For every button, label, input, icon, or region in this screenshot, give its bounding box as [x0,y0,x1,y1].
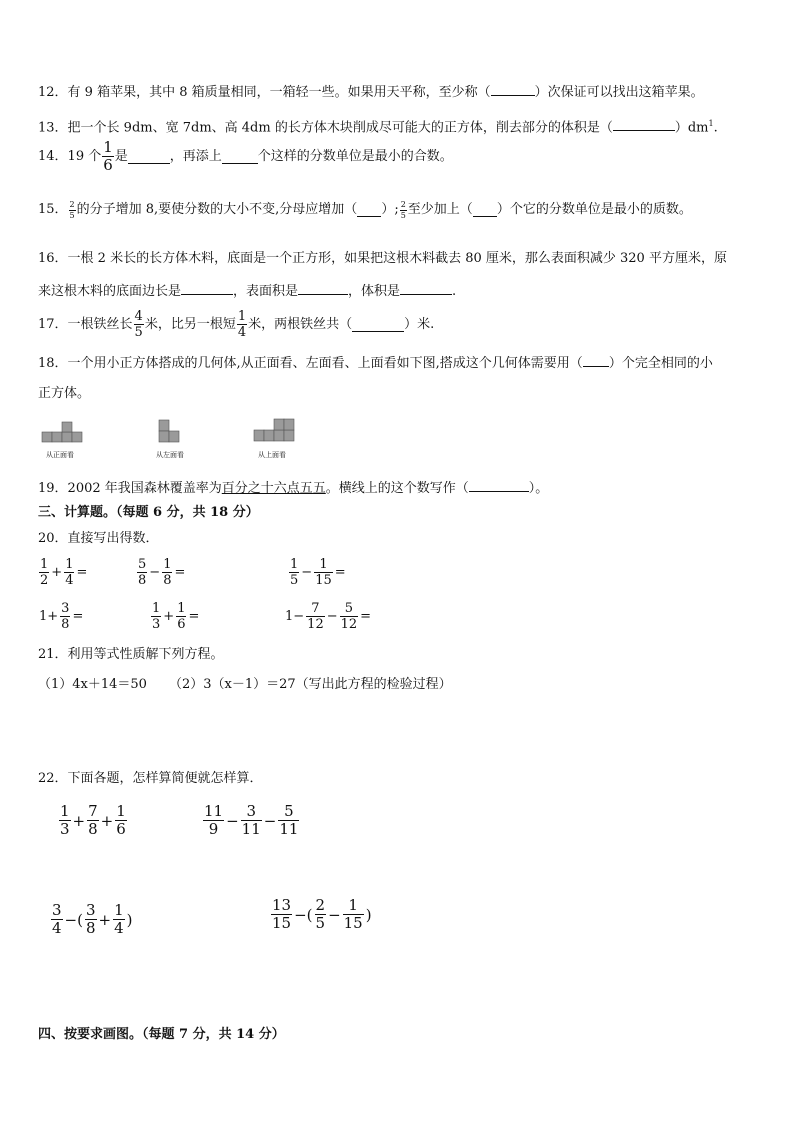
q16-text-c: ，体积是 [348,284,401,299]
q21-part-2: （2）3（x－1）＝27（写出此方程的检验过程） [168,677,452,692]
q20-expression-6 [284,602,372,631]
question-15 [38,200,692,220]
q16-text-a: 来这根木料的底面边长是 [38,284,182,299]
question-16-line-1: 16．一根 2 米长的长方体木料，底面是一个正方形，如果把这根木料截去 80 厘米，那么表面积减少 320 平方厘米，原 [38,251,727,266]
operator: −( [64,910,83,929]
q19-text-b: 。横线上的这个数写作（ [325,481,469,496]
answer-blank [357,203,381,217]
numerator: 3 [85,901,96,919]
denominator: 3 [60,820,70,838]
denominator: 5 [69,210,75,220]
q19-underlined-text: 百分之十六点五五 [221,481,326,496]
question-19 [38,478,548,499]
equals-sign: = [188,609,200,624]
question-20-title: 20．直接写出得数． [38,531,159,546]
question-17 [38,310,434,339]
q13-text-b: ）dm [674,120,709,136]
denominator: 4 [114,919,124,937]
numerator: 1 [177,601,186,616]
numerator: 1 [290,557,299,572]
q15-text-d: 至少加上（ [407,202,473,217]
numerator: 1 [163,557,172,572]
q22-expression-1 [58,804,128,837]
q21-part-1: （1）4x＋14＝50 [38,677,147,692]
denominator: 5 [290,573,299,588]
top-view [252,414,298,459]
answer-blank [181,281,233,295]
q22-expression-4 [270,898,373,931]
question-14 [38,140,453,173]
numerator: 2 [400,199,406,209]
numerator: 1 [114,901,124,919]
q12-text-a: 12．有 9 箱苹果，其中 8 箱质量相同，一箱轻一些。如果用天平称，至少称（ [38,85,491,100]
denominator: 15 [315,573,332,588]
denominator: 15 [272,914,292,932]
left-view [156,414,186,459]
q20-expression-1 [38,558,88,587]
operator: + [72,811,86,830]
leading-term: 1− [285,609,305,624]
denominator: 12 [307,617,324,632]
operator: − [301,565,313,580]
q13-superscript: 1 [708,119,714,128]
numerator: 11 [204,802,224,820]
equals-sign: = [360,609,372,624]
q20-expression-5 [150,602,200,631]
answer-blank [352,318,404,332]
q15-text-e: ）个它的分数单位是最小的质数。 [496,202,692,217]
answer-blank [298,281,348,295]
denominator: 6 [177,617,186,632]
left-view-caption: 从左面看 [156,451,184,459]
q17-fraction-2 [237,310,247,339]
operator: + [51,565,63,580]
numerator: 1 [152,601,161,616]
answer-blank [583,353,609,367]
leading-term: 1+ [39,609,59,624]
answer-blank [222,150,258,164]
numerator: 1 [60,802,70,820]
denominator: 4 [65,573,74,588]
denominator: 11 [241,820,261,838]
left-view-drawing [156,414,186,448]
numerator: 3 [52,901,62,919]
q17-text-c: 米，两根铁丝共（ [248,316,353,332]
numerator: 5 [284,802,294,820]
numerator: 4 [134,309,143,324]
q16-text-b: ，表面积是 [233,284,299,299]
numerator: 1 [319,557,328,572]
q14-text-c: ，再添上 [169,148,222,164]
question-12 [38,82,704,103]
operator: −( [294,905,313,924]
q17-fraction-1 [134,310,144,339]
equals-sign: = [72,609,84,624]
denominator: 8 [85,919,96,937]
q22-expression-2 [202,804,300,837]
q13-text-a: 13．把一个长 9dm、宽 7dm、高 4dm 的长方体木块削成尽可能大的正方体，削去部分的体积是（ [38,120,613,136]
q19-text-c: ）。 [528,481,549,496]
operator: − [326,609,338,624]
denominator: 3 [152,617,161,632]
question-18-line-2: 正方体。 [38,386,91,401]
denominator: 6 [103,156,113,174]
denominator: 5 [134,325,143,340]
numerator: 3 [61,601,70,616]
answer-blank [469,478,529,492]
denominator: 9 [203,820,224,837]
numerator: 13 [272,896,292,914]
numerator: 1 [65,557,74,572]
front-view-caption: 从正面看 [46,451,74,459]
operator: − [263,811,277,830]
q20-expression-3 [288,558,347,587]
q14-fraction [102,140,114,173]
denominator: 8 [138,573,147,588]
q18-text-a: 18．一个用小正方体搭成的几何体,从正面看、左面看、上面看如下图,搭成这个几何体需要用（ [38,356,583,371]
denominator: 5 [315,914,326,932]
denominator: 15 [343,914,363,932]
q15-text-b: 的分子增加 8,要使分数的大小不变,分母应增加（ [76,202,358,217]
denominator: 4 [52,919,62,937]
three-views-figure [40,414,340,466]
q16-text-d: . [452,284,457,299]
answer-blank [400,281,452,295]
q18-text-b: ）个完全相同的小 [608,356,713,371]
denominator: 8 [61,617,70,632]
numerator: 3 [246,802,256,820]
q14-text-a: 14．19 个 [38,148,102,164]
numerator: 7 [311,601,320,616]
equals-sign: = [334,565,346,580]
numerator: 2 [315,896,326,914]
top-view-caption: 从上面看 [258,451,286,459]
answer-blank [473,203,497,217]
q13-text-c: . [713,120,718,136]
denominator: 8 [163,573,172,588]
closing-paren: ) [365,905,372,924]
numerator: 5 [138,557,147,572]
numerator: 2 [69,199,75,209]
q20-expression-2 [136,558,186,587]
answer-blank [491,82,535,96]
denominator: 4 [237,325,247,340]
answer-blank [128,150,170,164]
section-4-heading: 四、按要求画图。（每题 7 分，共 14 分） [38,1027,285,1042]
q14-text-d: 个这样的分数单位是最小的合数。 [257,148,453,164]
front-view-drawing [40,414,86,448]
question-13 [38,114,718,138]
operator: − [226,811,239,830]
numerator: 1 [103,138,113,156]
numerator: 1 [348,896,358,914]
denominator: 8 [88,820,98,838]
numerator: 5 [344,601,354,616]
section-3-heading: 三、计算题。（每题 6 分，共 18 分） [38,505,259,520]
answer-blank [613,117,675,131]
operator: + [98,910,112,929]
q17-text-b: 米，比另一根短 [144,316,236,332]
denominator: 6 [116,820,126,838]
top-view-drawing [252,414,298,448]
q14-text-b: 是 [114,148,128,164]
equals-sign: = [174,565,186,580]
numerator: 1 [116,802,126,820]
q15-fraction-1 [69,201,76,220]
q17-text-d: ）米. [404,316,435,332]
equals-sign: = [76,565,88,580]
denominator: 5 [400,210,406,220]
q12-text-b: ）次保证可以找出这箱苹果。 [534,85,704,100]
operator: − [149,565,161,580]
denominator: 2 [40,573,49,588]
q22-expression-3 [50,903,134,936]
question-16-line-2 [38,281,456,302]
q19-text-a: 19．2002 年我国森林覆盖率为 [38,481,222,496]
denominator: 11 [279,820,299,838]
q15-fraction-2 [400,201,407,220]
numerator: 1 [40,557,49,572]
question-22-title: 22．下面各题，怎样算简便就怎样算． [38,771,263,786]
q15-text-a: 15． [38,202,68,217]
operator: + [100,811,114,830]
denominator: 12 [340,617,358,632]
numerator: 7 [88,802,98,820]
operator: + [163,609,175,624]
q15-text-c: ）; [381,202,399,217]
question-18-line-1 [38,353,713,374]
question-21-title: 21．利用等式性质解下列方程。 [38,647,224,662]
q17-text-a: 17．一根铁丝长 [38,316,133,332]
numerator: 1 [237,309,247,324]
question-21-parts [38,675,452,695]
front-view [40,414,86,459]
q20-expression-4 [38,602,84,631]
operator: − [328,905,341,924]
closing-paren: ) [126,910,133,929]
